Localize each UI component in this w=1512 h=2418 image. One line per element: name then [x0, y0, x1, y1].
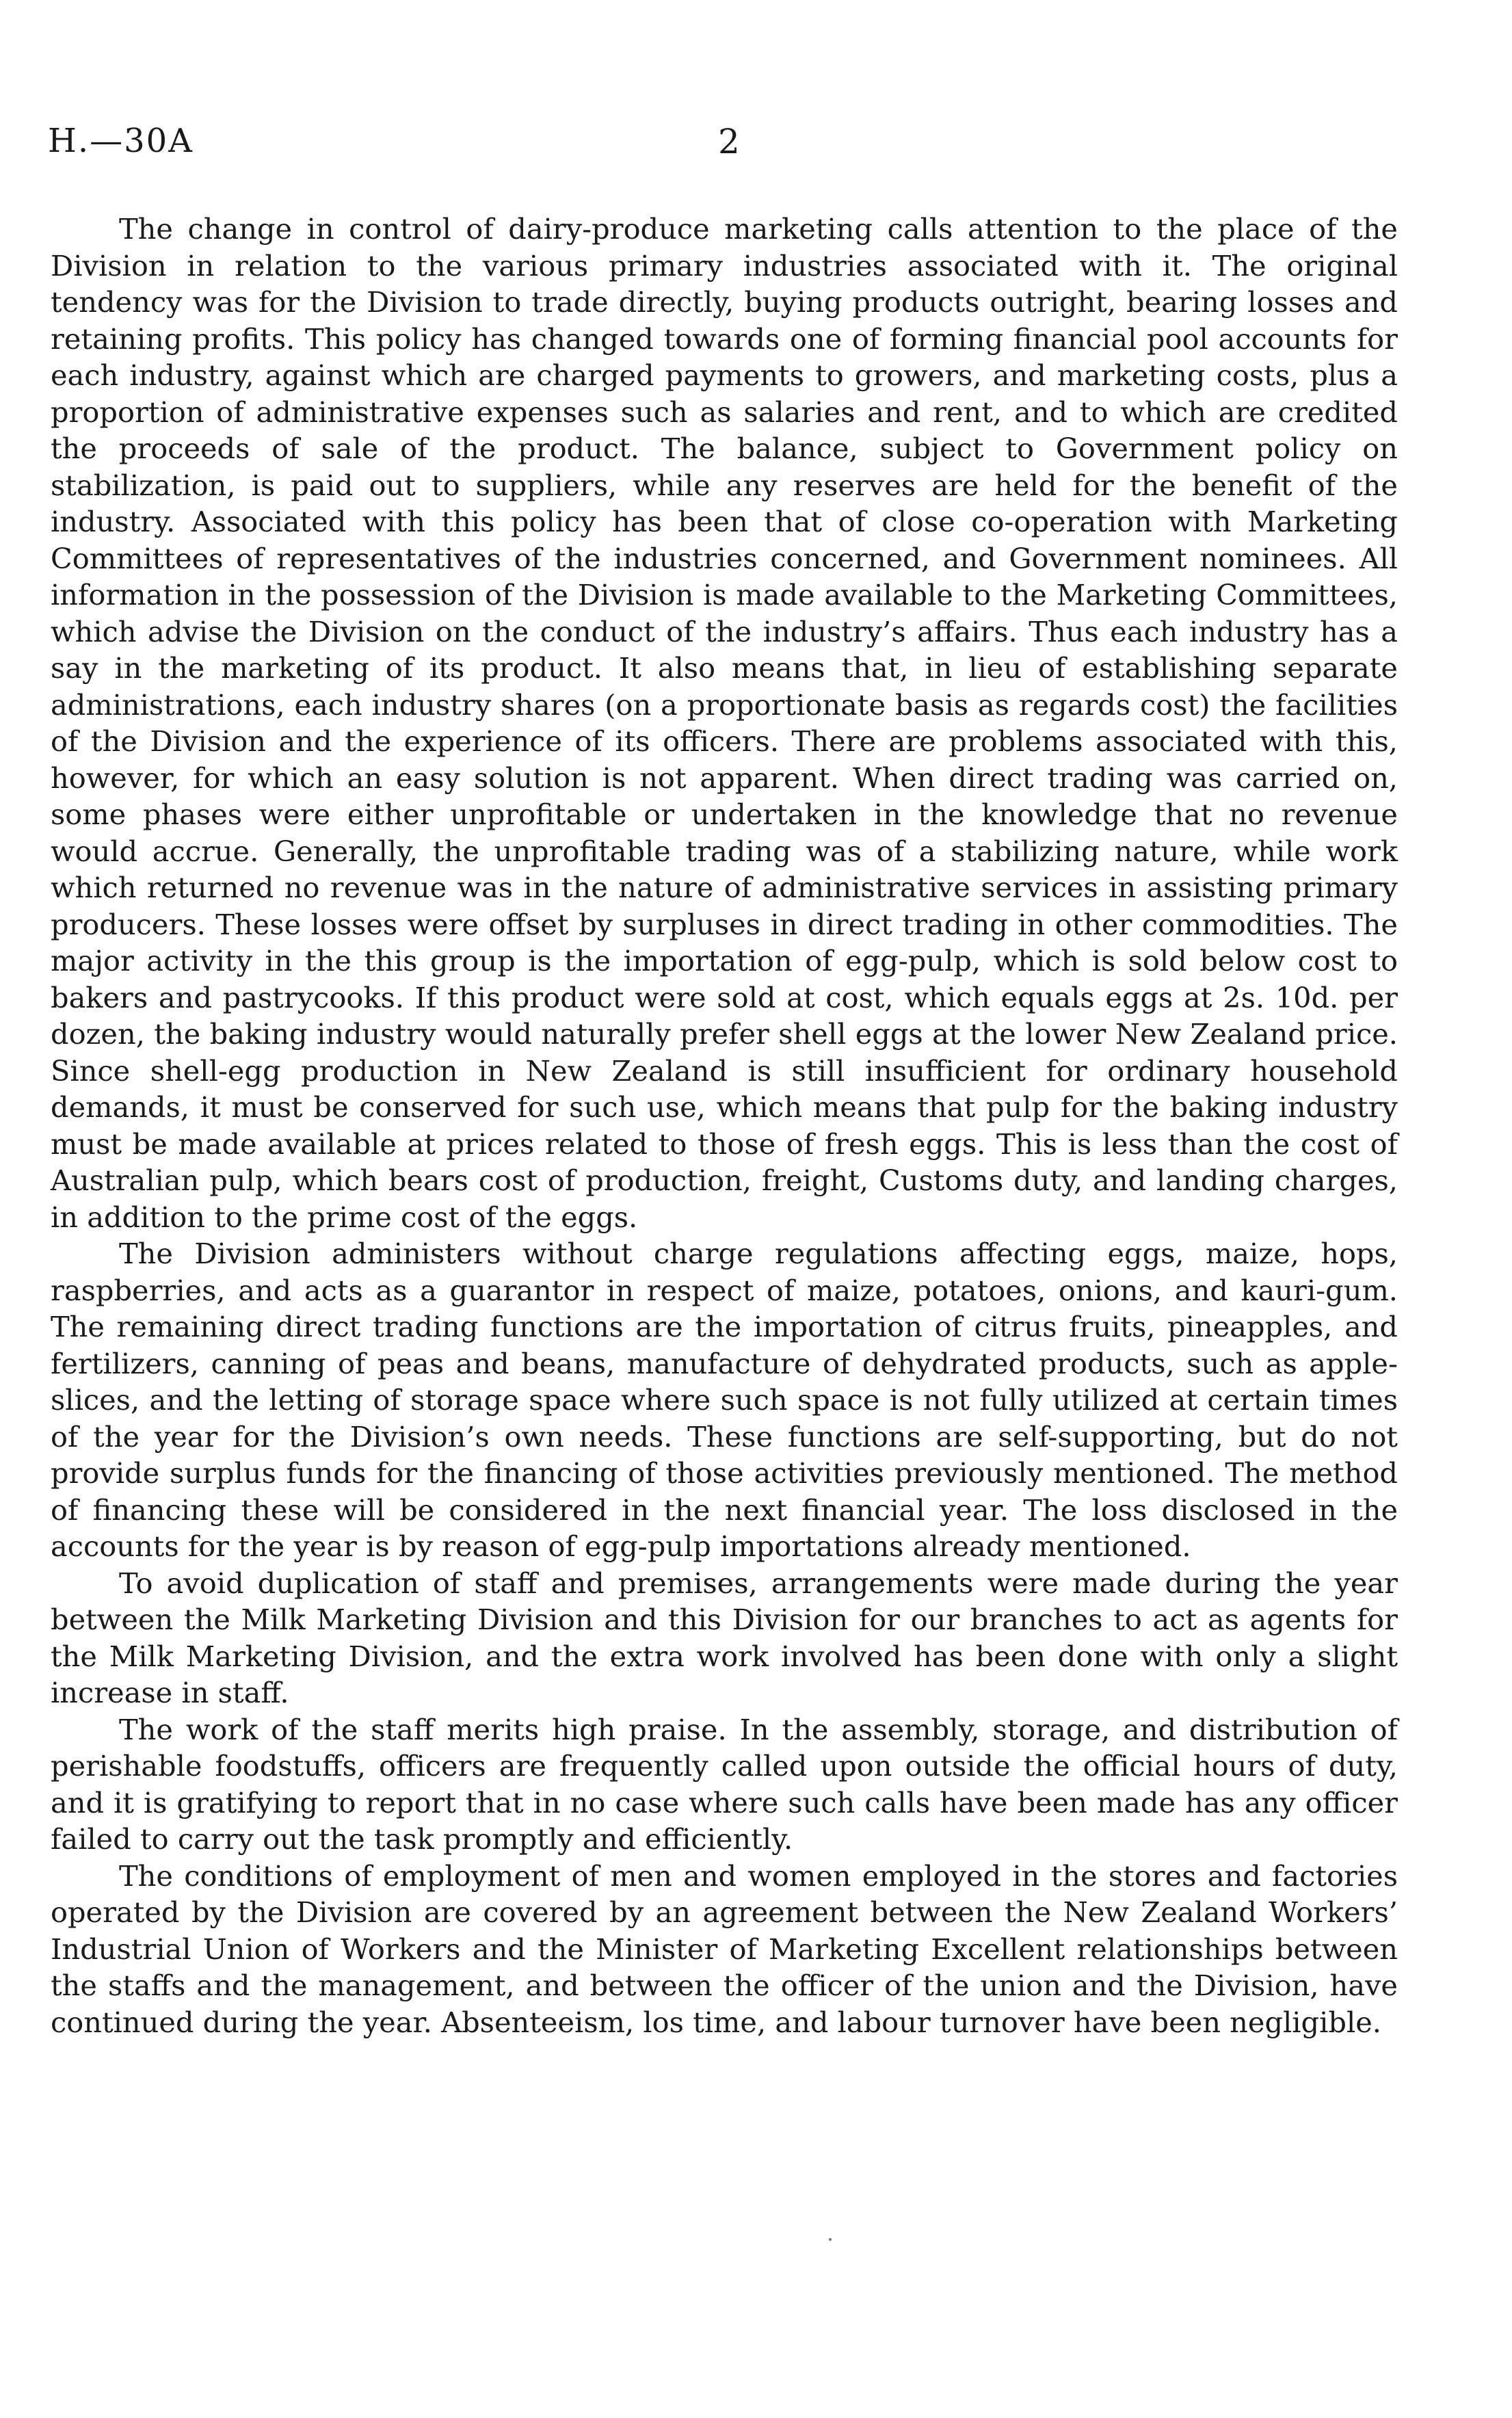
paragraph-dairy-produce-marketing: The change in control of dairy-produce marketing calls attention to the place of the Division in relation to the various primary industries associated with it. The original tendency was for the Division to trade directly, buying products outright, bearing losses and retaining profits. This policy has changed towards one of forming financial pool accounts for each industry, against which are charged payments to growers, and marketing costs, plus a proportion of administrative expenses such as salaries and rent, and to which are credited the proceeds of sale of the product. The balance, subject to Government policy on stabilization, is paid out to suppliers, while any reserves are held for the benefit of the industry. Associated with this policy has been that of close co-operation with Marketing Committees of representatives of the industries concerned, and Government nominees. All information in the possession of the Division is made available to the Marketing Committees, which advise the Division on the conduct of the industry’s affairs. Thus each industry has a say in the marketing of its product. It also means that, in lieu of establishing separate administrations, each industry shares (on a proportionate basis as regards cost) the facilities of the Division and the experience of its officers. There are problems associated with this, however, for which an easy solution is not apparent. When direct trading was carried on, some phases were either unprofitable or undertaken in the knowledge that no revenue would accrue. Generally, the unprofitable trading was of a stabilizing nature, while work which returned no revenue was in the nature of administrative services in assisting primary producers. These losses were offset by surpluses in direct trading in other commodities. The major activity in the this group is the importation of egg-pulp, which is sold below cost to bakers and pastrycooks. If this product were sold at cost, which equals eggs at 2s. 10d. per dozen, the baking industry would naturally prefer shell eggs at the lower New Zealand price. Since shell-egg production in New Zealand is still insufficient for ordinary household demands, it must be conserved for such use, which means that pulp for the baking industry must be made available at prices related to those of fresh eggs. This is less than the cost of Australian pulp, which bears cost of production, freight, Customs duty, and landing charges, in addition to the prime cost of the eggs.: [51, 212, 1398, 1234]
body-text: [51, 211, 1398, 2040]
document-code: H.—30A: [48, 122, 194, 160]
paragraph-direct-trading-functions: The Division administers without charge regulations affecting eggs, maize, hops, raspberries, and acts as a guarantor in respect of maize, potatoes, onions, and kauri-gum. The remaining direct trading functions are the importation of citrus fruits, pineapples, and fertilizers, canning of peas and beans, manufacture of dehydrated products, such as apple-slices, and the letting of storage space where such space is not fully utilized at certain times of the year for the Division’s own needs. These functions are self-supporting, but do not provide surplus funds for the financing of those activities previously mentioned. The method of financing these will be considered in the next financial year. The loss disclosed in the accounts for the year is by reason of egg-pulp importations already mentioned.: [51, 1237, 1398, 1563]
scan-mark: [829, 2238, 832, 2241]
paragraph-staff-premises: To avoid duplication of staff and premises, arrangements were made during the year between the Milk Marketing Division and this Division for our branches to act as agents for the Milk Marketing Division, and the extra work involved has been done with only a slight increase in staff.: [51, 1566, 1398, 1709]
page-header: [48, 122, 1443, 176]
paragraph-staff-praise: The work of the staff merits high praise. In the assembly, storage, and distribution of perishable foodstuffs, officers are frequently called upon outside the official hours of duty, and it is gratifying to report that in no case where such calls have been made has any officer failed to carry out the task promptly and efficiently.: [51, 1712, 1398, 1856]
page-number: 2: [718, 122, 740, 161]
paragraph-employment-conditions: The conditions of employment of men and women employed in the stores and factories operated by the Division are covered by an agreement between the New Zealand Workers’ Industrial Union of Workers and the Minister of Marketing Excellent relationships between the staffs and the management, and between the officer of the union and the Division, have continued during the year. Absenteeism, los time, and labour turnover have been negligible.: [51, 1858, 1398, 2039]
